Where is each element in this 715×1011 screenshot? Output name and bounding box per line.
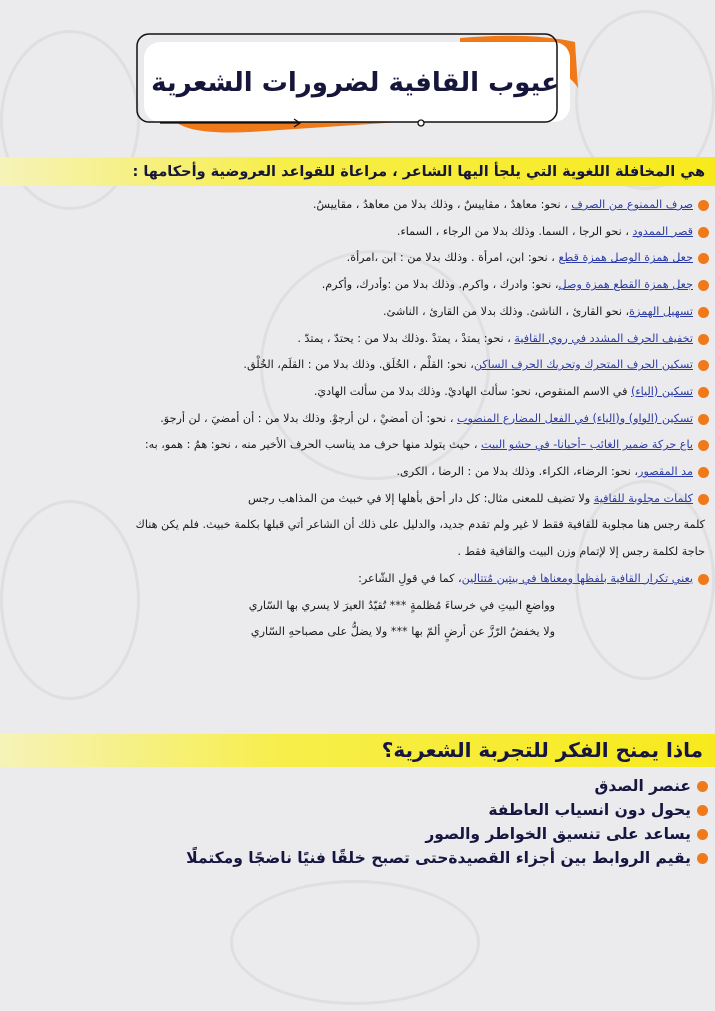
- list-item: [6, 352, 715, 379]
- item-text: ، نحو: أن أمضيْ ، لن أرجوْ. وذلك بدلا من : أن أمضيَ ، لن أرجوَ.: [160, 411, 457, 425]
- section-heading: هي المخافلة اللغوية التي يلجأ اليها الشاعر ، مراعاة للقواعد العروضية وأحكامها :: [132, 164, 705, 180]
- item-link[interactable]: جعل همزة القطع همزة وصل: [558, 278, 693, 292]
- item-link[interactable]: باع حركة ضمير الغائب –أحيانا- في حشو البيت: [480, 438, 693, 452]
- list-item: [6, 798, 715, 822]
- item-link[interactable]: صرف الممنوع من الصرف: [571, 198, 693, 211]
- list-item: [6, 486, 715, 513]
- item-text: يقيم الروابط بين أجزاء القصيدةحتى تصبح خلقًا فنيًا ناضجًا ومكتملًا: [186, 849, 691, 867]
- list-item: [6, 566, 715, 593]
- list-item: [6, 272, 715, 299]
- bullet-icon: [697, 853, 708, 864]
- bullet-icon: [698, 574, 709, 585]
- bullet-icon: [698, 360, 709, 371]
- item-text: في الاسم المنقوص، نحو: سألت الهاديْ. وذلك بدلا من سألت الهاديَ.: [313, 384, 631, 398]
- item-text: ، نحو: القلْم ، الخُلَق. وذلك بدلا من : القلَم، الخُلْق.: [243, 358, 474, 372]
- bullet-icon: [698, 440, 709, 451]
- item-text: ، نحو: الرضاء، الكراء. وذلك بدلا من : الرضا ، الكرى.: [396, 465, 639, 479]
- list-item: [6, 245, 715, 272]
- paragraph-line: كلمة رجس هنا مجلوبة للقافية فقط لا غير ولم تقدم جديد، والدليل على ذلك أن الشاعر أتي قبلها بكلمة خبيث. فلم يكن هناك: [135, 518, 705, 532]
- list-item: [6, 459, 715, 486]
- bullet-icon: [698, 307, 709, 318]
- bullet-icon: [698, 253, 709, 264]
- item-link[interactable]: مد المقصور: [638, 465, 693, 479]
- verse-line: وواضعِ البيتِ في خرساءَ مُظلمةٍ *** تُقيّدُ العيرَ لا يسري بها السّاري: [248, 598, 555, 612]
- list-item: [6, 192, 715, 219]
- item-text: ، حيث يتولد منها حرف مد يناسب الحرف الأخير منه ، نحو: همُ : همو، به:: [144, 438, 481, 452]
- bullet-icon: [697, 781, 708, 792]
- list-item: [6, 432, 715, 459]
- rhyme-defects-list: [0, 192, 715, 646]
- item-text: ، نحو: معاهدٌ ، مقاييسٌ ، وذلك بدلا من معاهدُ ، مقاييسُ.: [312, 198, 572, 211]
- item-text: يحول دون انسياب العاطفة: [488, 801, 691, 819]
- bullet-icon: [698, 200, 709, 211]
- item-link[interactable]: تسكين (الياء): [630, 384, 693, 398]
- item-link[interactable]: قصر الممدود: [632, 224, 693, 238]
- item-text: ، نحو: ابن، امرأة . وذلك بدلا من : ابن ،امرأة.: [346, 251, 559, 265]
- watermark-seal: [230, 880, 480, 1005]
- item-link[interactable]: تسكين (الواو) و(الياء) في الفعل المضارع المنصوب: [457, 411, 693, 425]
- thought-benefits-list: [0, 774, 715, 870]
- verse-line: ولا يخفضُ الرّزَّ عن أرضٍ ألمّ بها *** ولا يضلُّ على مصباحهِ السّاري: [250, 625, 555, 639]
- bullet-icon: [698, 387, 709, 398]
- item-text: ، كما في قولِ الشّاعر:: [358, 571, 462, 585]
- bullet-icon: [698, 414, 709, 425]
- bullet-icon: [698, 334, 709, 345]
- list-item: [6, 406, 715, 433]
- item-text: عنصر الصدق: [594, 777, 691, 795]
- bullet-icon: [697, 829, 708, 840]
- list-item: [6, 326, 715, 353]
- bullet-icon: [698, 280, 709, 291]
- item-link[interactable]: تسهيل الهمزة: [629, 304, 693, 318]
- list-item: [6, 822, 715, 846]
- bullet-icon: [698, 467, 709, 478]
- section-heading-bar: [0, 734, 715, 767]
- list-item: [6, 299, 715, 326]
- list-item: [6, 774, 715, 798]
- item-link[interactable]: يعني تكرار القافية بلفظها ومعناها في بيتين مُتتالين: [461, 571, 693, 585]
- item-link[interactable]: جعل همزة الوصل همزة قطع: [558, 251, 693, 265]
- item-text: ، نحو: يمتدْ ، يمتدْ .وذلك بدلا من : يحتدّ ، يمتدّ .: [297, 331, 515, 345]
- list-item: [6, 379, 715, 406]
- title-banner: [130, 28, 580, 138]
- bullet-icon: [698, 494, 709, 505]
- list-item: [6, 219, 715, 246]
- bullet-icon: [698, 227, 709, 238]
- item-link[interactable]: تسكين الحرف المتحرك وتحريك الحرف الساكن: [473, 358, 693, 372]
- item-link[interactable]: كلمات مجلوبة للقافية: [593, 491, 693, 505]
- list-item: [6, 846, 715, 870]
- item-text: يساعد على تنسيق الخواطر والصور: [425, 825, 691, 843]
- section-heading: ماذا يمنح الفكر للتجربة الشعرية؟: [381, 738, 703, 762]
- page-title: عيوب القافية لضرورات الشعرية: [151, 68, 559, 98]
- item-text: ، نحو القارئ ، الناشئ. وذلك بدلا من القارئ ، الناشئ.: [382, 304, 630, 318]
- paragraph-line: حاجة لكلمة رجس إلا لإتمام وزن البيت والقافية فقط .: [457, 545, 705, 559]
- item-link[interactable]: تخفيف الحرف المشدد في روي القافية: [514, 331, 693, 345]
- section-heading-bar: [0, 157, 715, 186]
- item-text: ، نحو الرجا ، السما. وذلك بدلا من الرجاء ، السماء.: [396, 224, 633, 238]
- bullet-icon: [697, 805, 708, 816]
- item-text: ولا تضيف للمعنى مثال: كل دار أحق بأهلها إلا في خبيث من المذاهب رجس: [247, 491, 594, 505]
- item-text: ، نحو: وادرك ، واكرم. وذلك بدلا من :وأدرك، وأكرم.: [321, 278, 559, 292]
